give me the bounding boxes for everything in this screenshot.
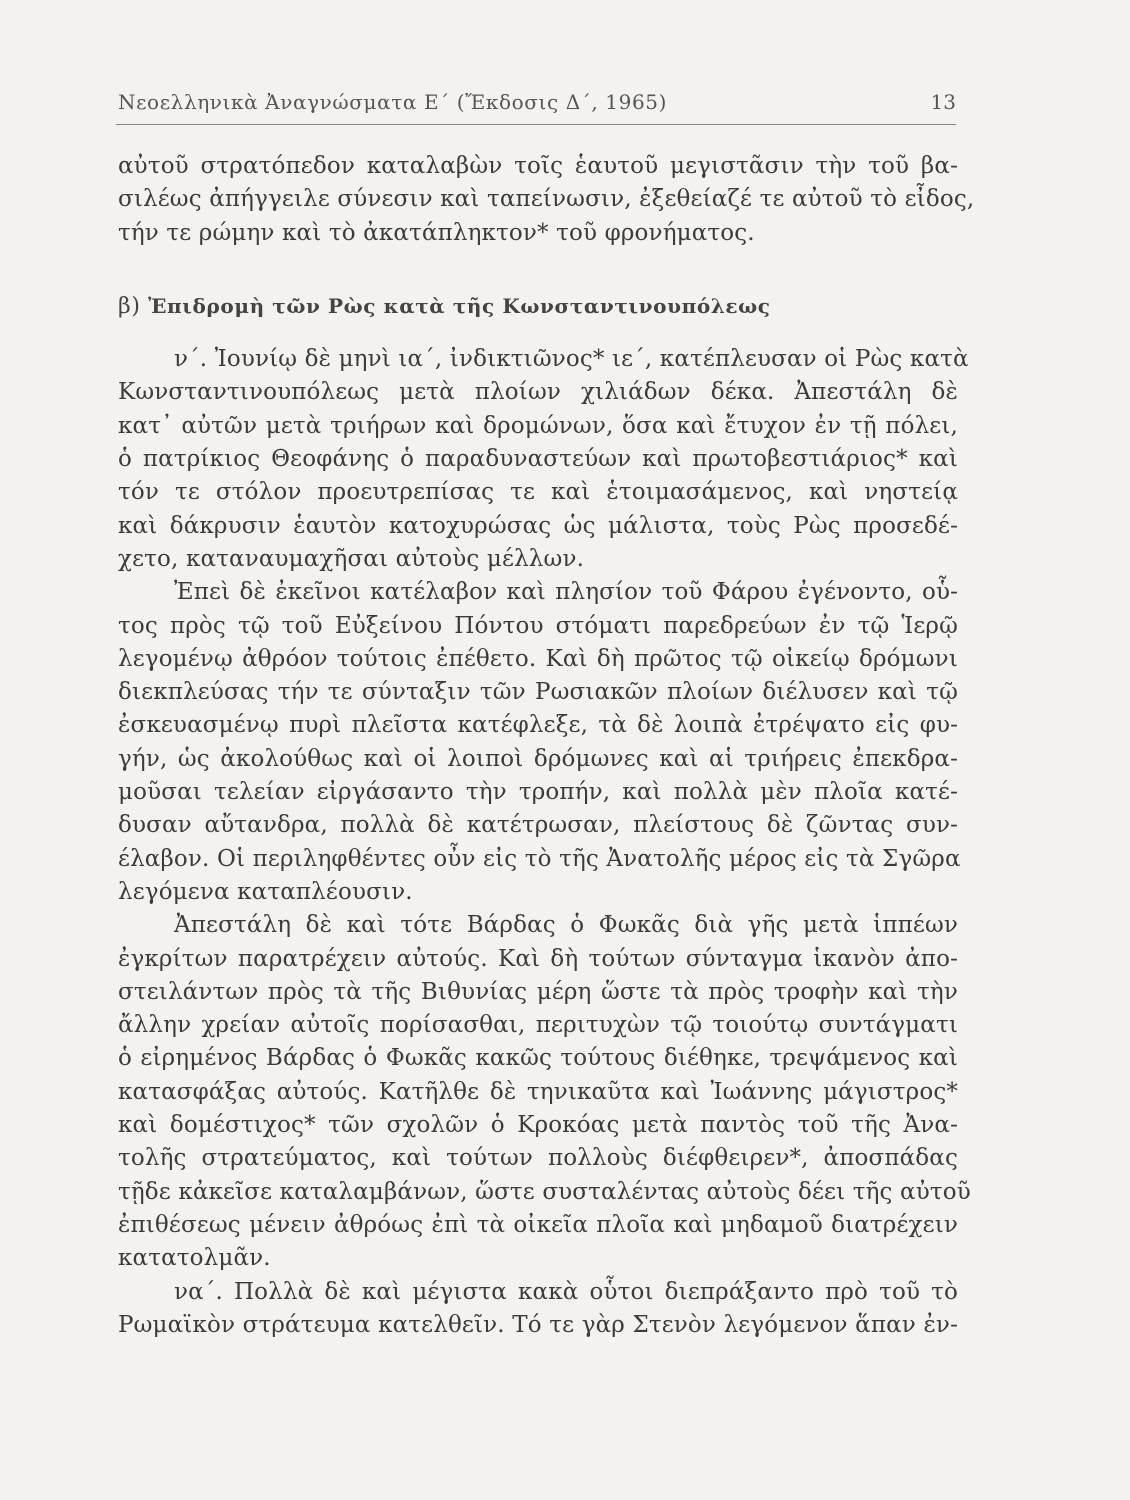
text-line: σιλέως ἀπήγγειλε σύνεσιν καὶ ταπείνωσιν, ἐξεθείαζέ τε αὐτοῦ τὸ εἶδος, bbox=[118, 186, 975, 213]
text-line: ὁ πατρίκιος Θεοφάνης ὁ παραδυναστεύων καὶ πρωτοβεστιάριος* καὶ bbox=[118, 446, 958, 473]
paragraph-bardas-phokas bbox=[118, 909, 971, 1275]
text-line: κατατολμᾶν. bbox=[118, 1245, 271, 1272]
text-line: τῇδε κἀκεῖσε καταλαμβάνων, ὥστε συσταλέντας αὐτοὺς δέει τῆς αὐτοῦ bbox=[118, 1178, 971, 1205]
text-line: να΄. Πολλὰ δὲ καὶ μέγιστα κακὰ οὗτοι διεπράξαντο πρὸ τοῦ τὸ bbox=[174, 1278, 958, 1305]
paragraph-50 bbox=[118, 343, 969, 576]
text-line: Ἐπεὶ δὲ ἐκεῖνοι κατέλαβον καὶ πλησίον τοῦ Φάρου ἐγένοντο, οὗ- bbox=[174, 579, 958, 606]
section-title: Ἐπιδρομὴ τῶν Ρὼς κατὰ τῆς Κωνσταντινουπόλεως bbox=[148, 293, 771, 318]
text-line: καὶ δάκρυσιν ἑαυτὸν κατοχυρώσας ὡς μάλιστα, τοὺς Ρὼς προσεδέ- bbox=[118, 512, 958, 539]
paragraph-51 bbox=[118, 1276, 958, 1343]
text-line: ἐπιθέσεως μένειν ἀθρόως ἐπὶ τὰ οἰκεῖα πλοῖα καὶ μηδαμοῦ διατρέχειν bbox=[118, 1211, 958, 1238]
text-line: καὶ δομέστιχος* τῶν σχολῶν ὁ Κροκόας μετὰ παντὸς τοῦ τῆς Ἀνα- bbox=[118, 1112, 958, 1139]
section-heading bbox=[118, 290, 958, 323]
text-line: ὁ εἰρημένος Βάρδας ὁ Φωκᾶς κακῶς τούτους διέθηκε, τρεψάμενος καὶ bbox=[118, 1045, 958, 1072]
text-line: τολῆς στρατεύματος, καὶ τούτων πολλοὺς διέφθειρεν*, ἀποσπάδας bbox=[118, 1145, 958, 1172]
page-number: 13 bbox=[930, 90, 956, 114]
text-line: λεγομένῳ ἀθρόον τούτοις ἐπέθετο. Καὶ δὴ πρῶτος τῷ οἰκείῳ δρόμωνι bbox=[118, 645, 958, 672]
text-line: Ρωμαϊκὸν στράτευμα κατελθεῖν. Τό τε γὰρ Στενὸν λεγόμενον ἅπαν ἐν- bbox=[118, 1311, 958, 1338]
text-line: κατ᾽ αὐτῶν μετὰ τριήρων καὶ δρομώνων, ὅσα καὶ ἔτυχον ἐν τῇ πόλει, bbox=[118, 412, 958, 439]
intro-paragraph bbox=[118, 150, 975, 250]
section-marker: β) bbox=[118, 293, 141, 319]
text-line: τος πρὸς τῷ τοῦ Εὐξείνου Πόντου στόματι παρεδρεύων ἐν τῷ Ἱερῷ bbox=[118, 612, 958, 639]
text-line: αὐτοῦ στρατόπεδον καταλαβὼν τοῖς ἑαυτοῦ μεγιστᾶσιν τὴν τοῦ βα- bbox=[118, 153, 958, 179]
text-line: διεκπλεύσας τήν τε σύνταξιν τῶν Ρωσιακῶν πλοίων διέλυσεν καὶ τῷ bbox=[118, 679, 958, 706]
text-line: ἐσκευασμένῳ πυρὶ πλεῖστα κατέφλεξε, τὰ δὲ λοιπὰ ἐτρέψατο εἰς φυ- bbox=[118, 712, 958, 739]
text-line: χετο, καταναυμαχῆσαι αὐτοὺς μέλλων. bbox=[118, 545, 585, 572]
text-line: λεγόμενα καταπλέουσιν. bbox=[118, 878, 413, 905]
book-title: Νεοελληνικὰ Ἀναγνώσματα Ε΄ (Ἔκδοσις Δ΄, 1965) bbox=[118, 90, 667, 114]
text-line: μοῦσαι τελείαν εἰργάσαντο τὴν τροπήν, καὶ πολλὰ μὲν πλοῖα κατέ- bbox=[118, 779, 958, 806]
text-line: ν΄. Ἰουνίῳ δὲ μηνὶ ια΄, ἰνδικτιῶνος* ιε΄, κατέπλευσαν οἱ Ρὼς κατὰ bbox=[174, 346, 969, 373]
text-line: τήν τε ρώμην καὶ τὸ ἀκατάπληκτον* τοῦ φρονήματος. bbox=[118, 219, 755, 246]
text-line: Ἀπεστάλη δὲ καὶ τότε Βάρδας ὁ Φωκᾶς διὰ γῆς μετὰ ἱππέων bbox=[174, 912, 958, 939]
text-line: ἄλλην χρείαν αὐτοῖς πορίσασθαι, περιτυχὼν τῷ τοιούτῳ συντάγματι bbox=[118, 1012, 958, 1039]
text-line: έλαβον. Οἱ περιληφθέντες οὖν εἰς τὸ τῆς Ἀνατολῆς μέρος εἰς τὰ Σγῶρα bbox=[118, 845, 961, 872]
body-text bbox=[118, 150, 975, 1342]
text-line: Κωνσταντινουπόλεως μετὰ πλοίων χιλιάδων δέκα. Ἀπεστάλη δὲ bbox=[118, 379, 958, 406]
text-line: κατασφάξας αὐτούς. Κατῆλθε δὲ τηνικαῦτα καὶ Ἰωάννης μάγιστρος* bbox=[118, 1078, 958, 1105]
text-line: τόν τε στόλον προευτρεπίσας τε καὶ ἑτοιμασάμενος, καὶ νηστείᾳ bbox=[118, 479, 958, 506]
running-header bbox=[118, 80, 956, 118]
text-line: δυσαν αὔτανδρα, πολλὰ δὲ κατέτρωσαν, πλείστους δὲ ζῶντας συν- bbox=[118, 812, 958, 839]
text-line: γήν, ὡς ἀκολούθως καὶ οἱ λοιποὶ δρόμωνες καὶ αἱ τριήρεις ἐπεκδρα- bbox=[118, 745, 958, 772]
text-line: στειλάντων πρὸς τὰ τῆς Βιθυνίας μέρη ὥστε τὰ πρὸς τροφὴν καὶ τὴν bbox=[118, 978, 958, 1005]
header-divider bbox=[116, 124, 956, 125]
text-line: ἐγκρίτων παρατρέχειν αὐτούς. Καὶ δὴ τούτων σύνταγμα ἱκανὸν ἀπο- bbox=[118, 945, 958, 972]
paragraph-fleet-battle bbox=[118, 576, 961, 909]
